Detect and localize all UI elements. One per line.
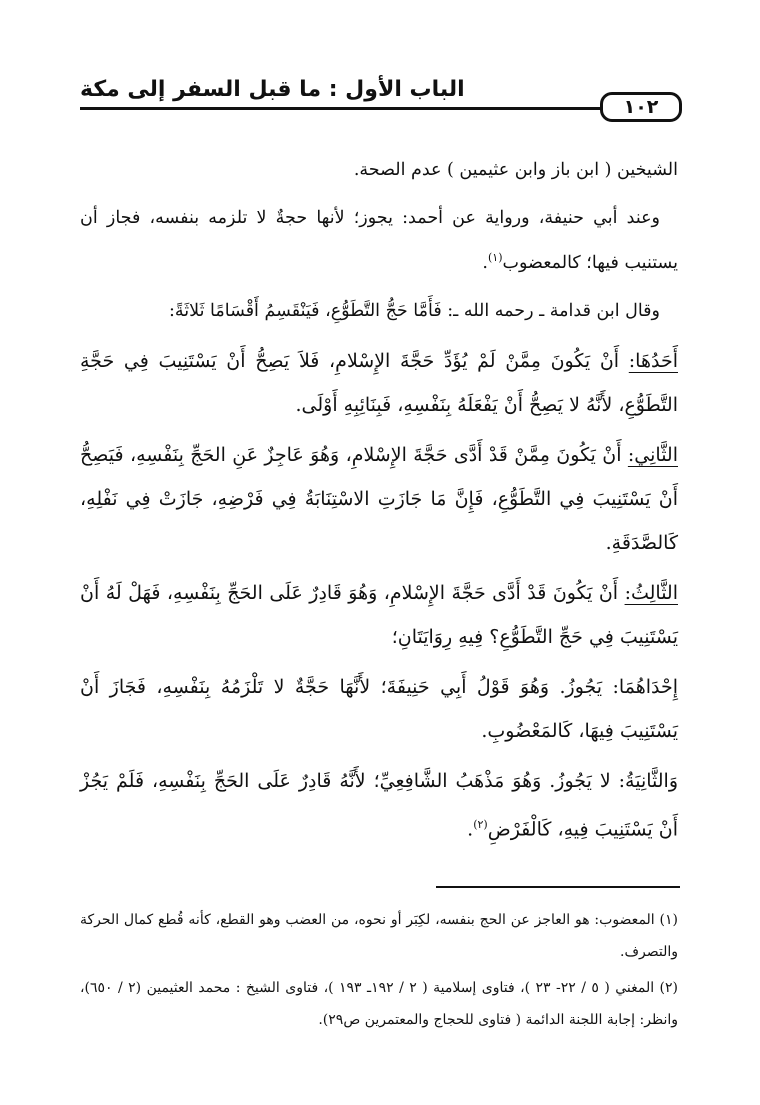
- quote-text: أَنْ يَكُونَ مِمَّنْ قَدْ أَدَّى حَجَّةَ الإِسْلامِ، وَهُوَ عَاجِزٌ عَنِ الحَجِّ بِنَفْسِهِ، فَيَصِحُّ أَنْ يَسْتَنِيبَ فِي التَّطَوُّعِ، فَإِنَّ مَا جَازَتِ الاسْتِنَابَةُ فِي فَرْضِهِ، جَازَتْ فِي نَفْلِهِ، كَالصَّدَقَةِ.: [80, 443, 678, 554]
- quote-paragraph: إِحْدَاهُمَا: يَجُوزُ. وَهُوَ قَوْلُ أَبِي حَنِيفَةَ؛ لأَنَّهَا حَجَّةٌ لا تَلْزَمُهُ بِنَفْسِهِ، فَجَازَ أَنْ يَسْتَنِيبَ فِيهَا، كَالمَعْضُوبِ.: [80, 675, 678, 742]
- footnote-ref: (٢): [473, 817, 488, 831]
- quote-lead: أَحَدُهَا:: [628, 349, 678, 372]
- quote-paragraph: [80, 571, 678, 659]
- quote-text: وَالثَّانِيَةُ: لا يَجُوزُ. وَهُوَ مَذْهَبُ الشَّافِعِيِّ؛ لأَنَّهُ قَادِرٌ عَلَى الحَجِّ بِنَفْسِهِ، فَلَمْ يَجُزْ أَنْ يَسْتَنِيبَ فِيهِ، كَالْفَرْضِ: [80, 769, 678, 841]
- main-text: [80, 150, 678, 851]
- paragraph: وقال ابن قدامة ـ رحمه الله ـ: فَأَمَّا حَجُّ التَّطَوُّعِ، فَيَنْقَسِمُ أَقْسَامًا ثَلاثَةً:: [169, 300, 660, 321]
- paragraph-text: وعند أبي حنيفة، ورواية عن أحمد: يجوز؛ لأنها حجةٌ لا تلزمه بنفسه، فجاز أن يستنيب فيها؛ كالمعضوب: [80, 208, 678, 273]
- paragraph: الشيخين ( ابن باز وابن عثيمين ) عدم الصحة.: [353, 160, 678, 180]
- footnote: (٢) المغني ( ٥ / ٢٢- ٢٣ )، فتاوى إسلامية ( ٢ / ١٩٢ـ ١٩٣ )، فتاوى الشيخ : محمد العثيمين (٢ / ٦٥٠)، وانظر: إجابة اللجنة الدائمة ( فتاوى للحجاج والمعتمرين ص٢٩).: [80, 980, 679, 1028]
- quote-lead: الثَّانِي:: [627, 443, 678, 466]
- quote-text: أَنْ يَكُونَ مِمَّنْ لَمْ يُؤَدِّ حَجَّةَ الإِسْلامِ، فَلاَ يَصِحُّ أَنْ يَسْتَنِيبَ فِي حَجَّةِ التَّطَوُّعِ، لأَنَّهُ لا يَصِحُّ أَنْ يَفْعَلَهُ بِنَفْسِهِ، فَبِنَائِبِهِ أَوْلَى.: [80, 349, 678, 416]
- quote-text: أَنْ يَكُونَ قَدْ أَدَّى حَجَّةَ الإِسْلامِ، وَهُوَ قَادِرٌ عَلَى الحَجِّ بِنَفْسِهِ، فَهَلْ لَهُ أَنْ يَسْتَنِيبَ فِي حَجِّ التَّطَوُّعِ؟ فِيهِ رِوَايَتَانِ؛: [80, 581, 678, 648]
- paragraph: [80, 198, 678, 283]
- footnotes: [80, 904, 678, 1036]
- chapter-title: الباب الأول : ما قبل السفر إلى مكة: [80, 77, 465, 102]
- quote-paragraph: [80, 339, 678, 427]
- footnote-rule: [436, 886, 680, 888]
- footnote: (١) المعضوب: هو العاجز عن الحج بنفسه، لكِبَر أو نحوه، من العضب وهو القطع، كأنه قُطع كمال الحركة والتصرف.: [80, 912, 678, 960]
- header-rule: [80, 107, 602, 110]
- quote-paragraph: [80, 433, 678, 565]
- page-number: ١٠٢: [600, 92, 682, 122]
- paragraph-end: .: [482, 252, 488, 273]
- quote-lead: الثَّالِثُ:: [624, 581, 678, 604]
- footnote-ref: (١): [487, 251, 503, 264]
- quote-end: .: [467, 818, 474, 841]
- quote-paragraph: [80, 759, 678, 851]
